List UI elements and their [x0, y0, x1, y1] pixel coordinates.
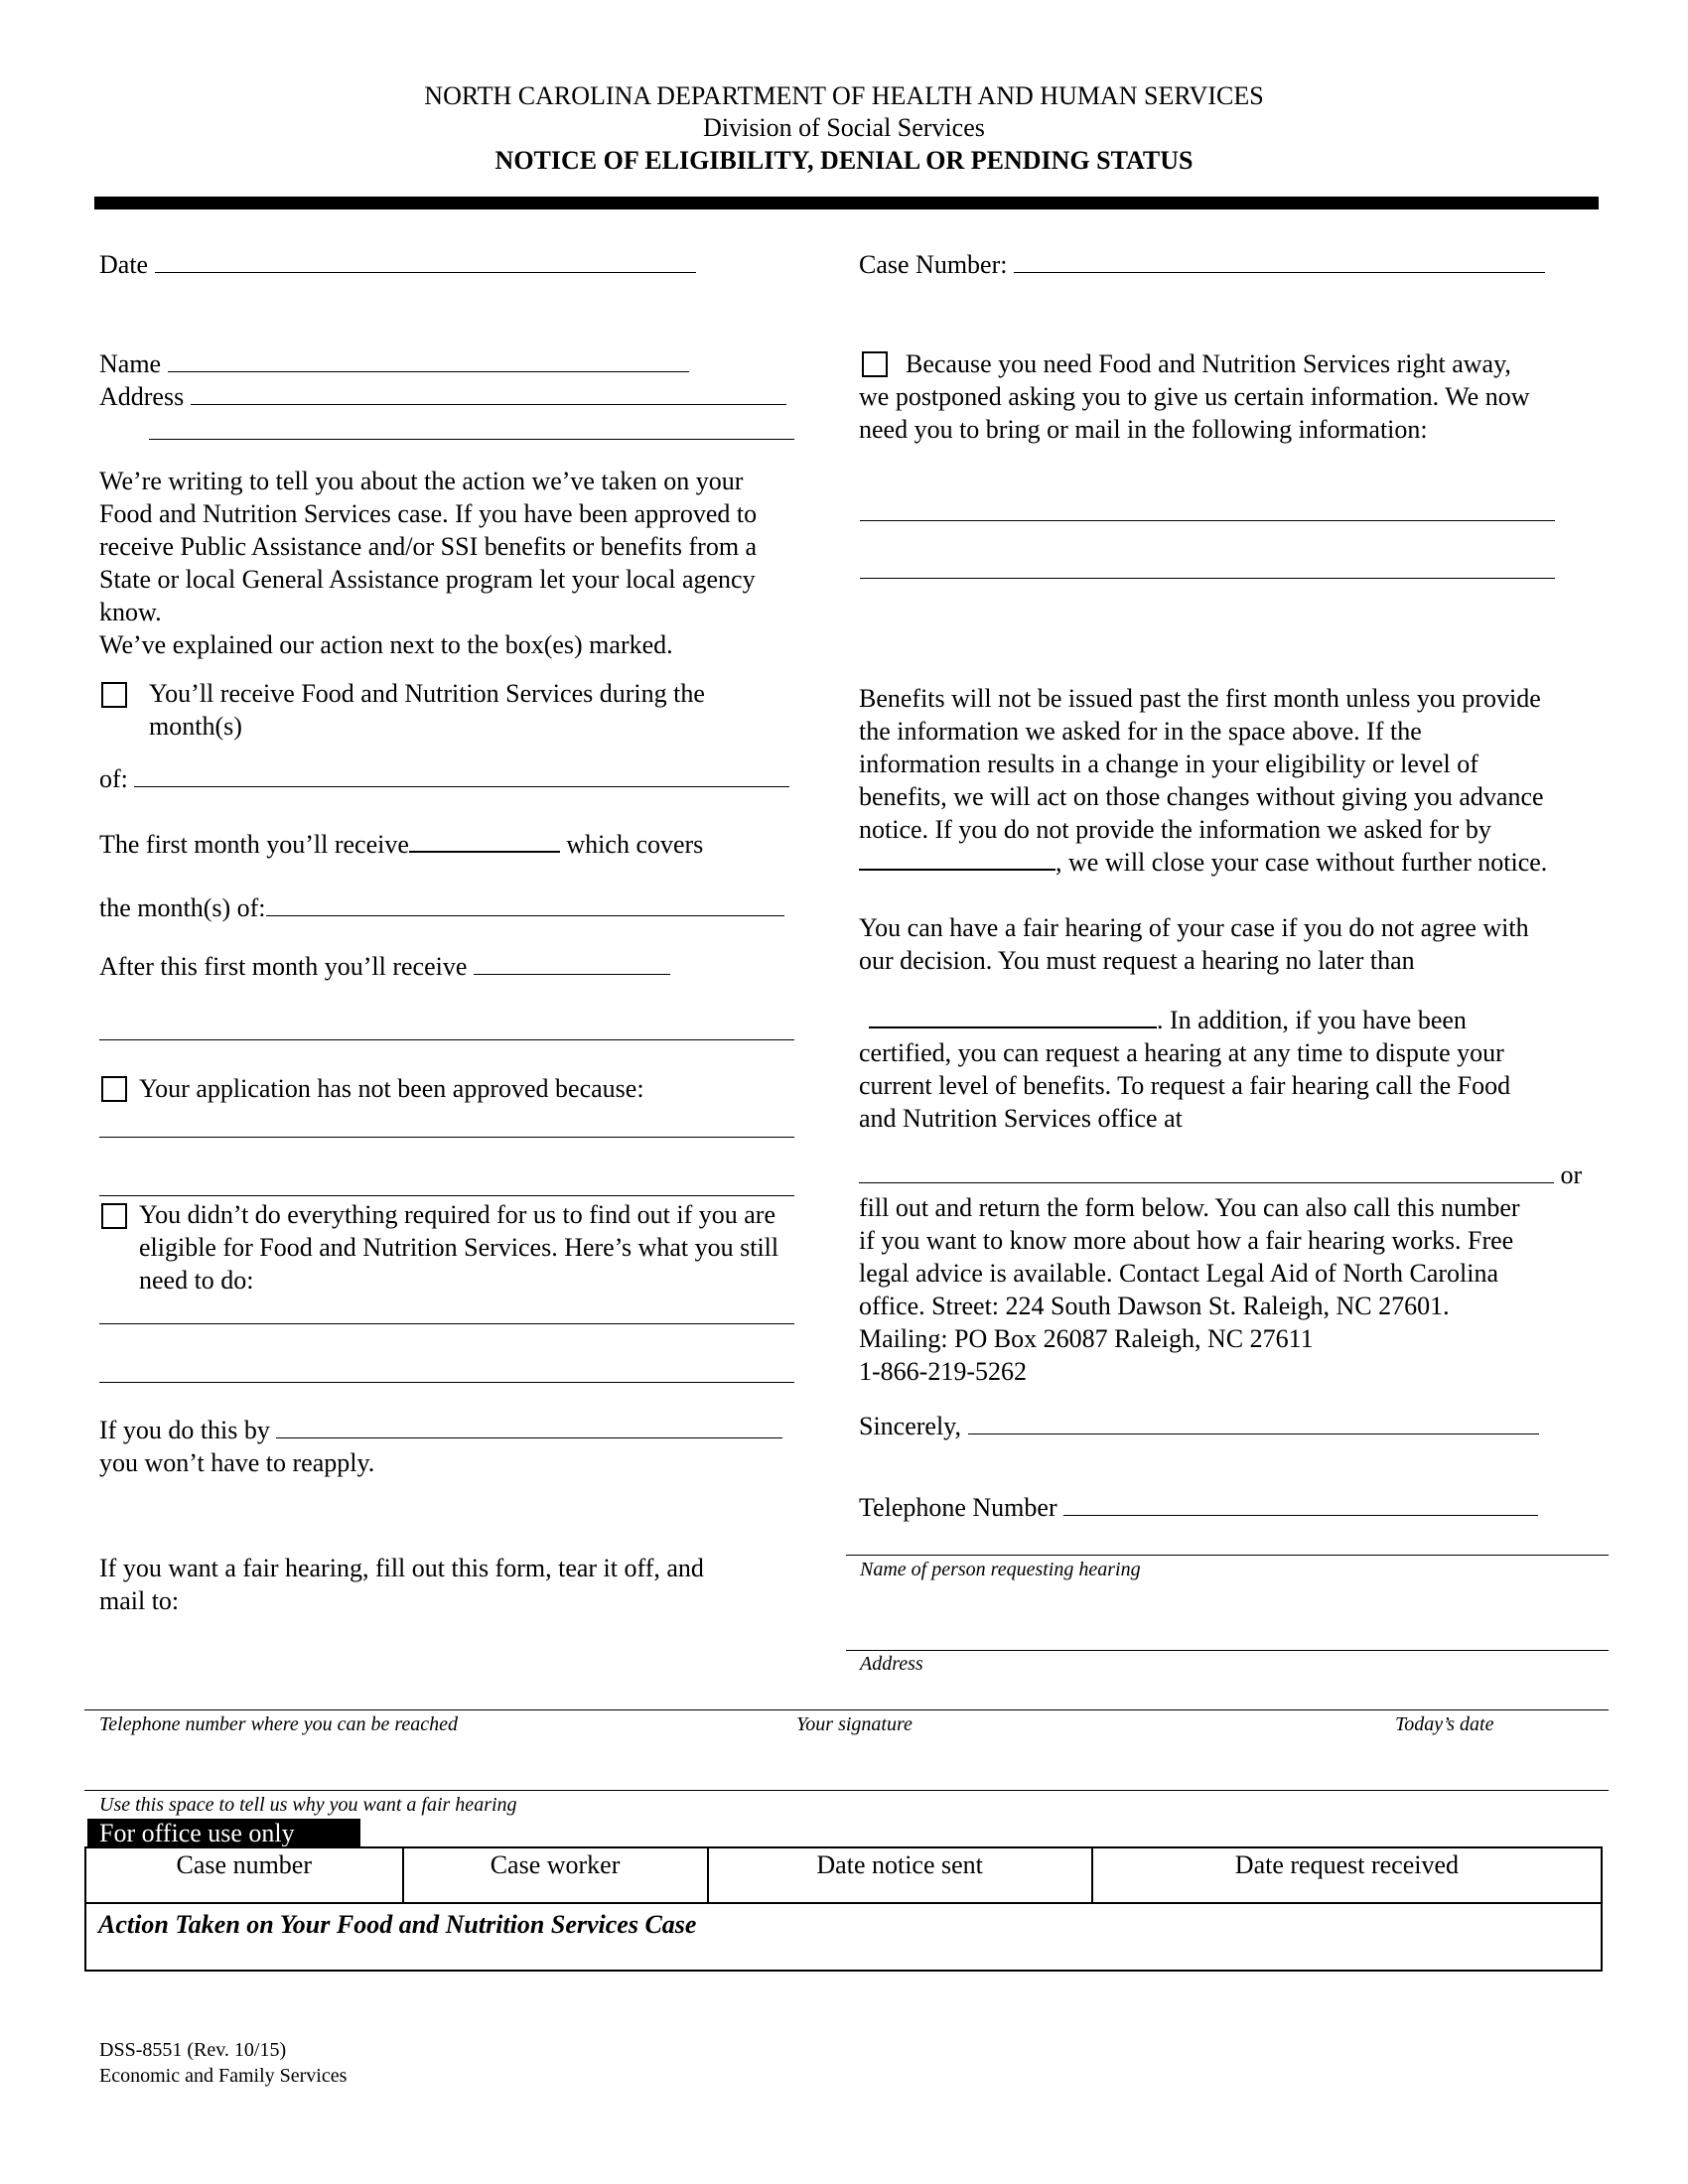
postponed-line: need you to bring or mail in the following information:: [859, 415, 1428, 444]
certified-line: and Nutrition Services office at: [859, 1104, 1183, 1133]
case-number-field: [859, 248, 1545, 281]
fair-hearing-intro-line: our decision. You must request a hearing no later than: [859, 946, 1415, 975]
after-first-month-line-2[interactable]: [99, 1039, 794, 1040]
do-this-by-field: [99, 1414, 782, 1446]
requester-address-caption: Address: [860, 1653, 923, 1675]
do-this-by-input-line[interactable]: [276, 1437, 782, 1438]
department-name: NORTH CAROLINA DEPARTMENT OF HEALTH AND HUMAN SERVICES: [424, 81, 1264, 110]
months-of-input-line[interactable]: [266, 915, 784, 916]
first-month-field: [99, 828, 703, 861]
close-case-field: [859, 846, 1547, 879]
office-phone-input-line[interactable]: [859, 1182, 1554, 1183]
benefits-notice-line: the information we asked for in the space above. If the: [859, 717, 1422, 746]
date-label: Date: [99, 250, 149, 279]
legal-aid-line: legal advice is available. Contact Legal Aid of North Carolina: [859, 1259, 1499, 1288]
receive-services-text: [149, 677, 705, 743]
wont-reapply-text: you won’t have to reapply.: [99, 1448, 375, 1477]
intro-line: know.: [99, 598, 162, 626]
incomplete-line: eligible for Food and Nutrition Services. Here’s what you still: [139, 1233, 779, 1262]
of-months-field: [99, 762, 789, 795]
receive-services-checkbox[interactable]: [101, 682, 127, 708]
incomplete-line: You didn’t do everything required for us to find out if you are: [139, 1200, 775, 1229]
fair-hearing-instructions-line: If you want a fair hearing, fill out this form, tear it off, and: [99, 1554, 704, 1582]
legal-aid-line: if you want to know more about how a fair hearing works. Free: [859, 1226, 1514, 1255]
fair-hearing-instructions: [99, 1552, 704, 1617]
date-input-line[interactable]: [155, 272, 696, 273]
first-month-amount-line[interactable]: [409, 851, 560, 853]
info-needed-line-2[interactable]: [860, 578, 1555, 579]
certified-line: certified, you can request a hearing at any time to dispute your: [859, 1038, 1504, 1067]
case-number-label: Case Number:: [859, 250, 1008, 279]
case-number-input-line[interactable]: [1014, 272, 1545, 273]
benefits-notice: [859, 682, 1544, 846]
legal-aid-line: office. Street: 224 South Dawson St. Raleigh, NC 27601.: [859, 1292, 1450, 1320]
issuing-office: Economic and Family Services: [99, 2065, 348, 2087]
telephone-caption: Telephone number where you can be reached: [99, 1713, 459, 1735]
intro-paragraph: [99, 465, 757, 661]
benefits-notice-line: notice. If you do not provide the information we asked for by: [859, 815, 1491, 844]
form-number: DSS-8551 (Rev. 10/15): [99, 2039, 287, 2061]
telephone-input-line[interactable]: [1063, 1515, 1538, 1516]
after-first-month-label: After this first month you’ll receive: [99, 952, 468, 981]
telephone-field: [859, 1491, 1538, 1524]
incomplete-line: need to do:: [139, 1266, 254, 1295]
legal-aid-text: [859, 1191, 1520, 1388]
date-request-received-cell[interactable]: Date request received: [1092, 1847, 1602, 1903]
incomplete-line-input-2[interactable]: [99, 1382, 794, 1383]
intro-line: State or local General Assistance program let your local agency: [99, 565, 756, 594]
months-of-label: the month(s) of:: [99, 893, 266, 922]
after-first-month-input-line[interactable]: [474, 974, 670, 975]
certified-text: [859, 1036, 1510, 1135]
in-addition-text: . In addition, if you have been: [1157, 1006, 1467, 1034]
which-covers-label: which covers: [566, 830, 704, 859]
fair-hearing-instructions-line: mail to:: [99, 1586, 180, 1615]
address-field: [99, 380, 786, 413]
date-field: [99, 248, 696, 281]
incomplete-text: [139, 1198, 778, 1297]
postponed-line: we postponed asking you to give us certain information. We now: [859, 382, 1530, 411]
todays-date-caption: Today’s date: [1395, 1713, 1494, 1735]
hearing-deadline-field: [869, 1004, 1467, 1036]
postponed-text: [859, 380, 1529, 446]
phone-signature-date-line[interactable]: [84, 1709, 1609, 1710]
legal-aid-line: 1-866-219-5262: [859, 1357, 1027, 1386]
action-taken-cell[interactable]: Action Taken on Your Food and Nutrition Services Case: [85, 1903, 1602, 1971]
name-field: [99, 347, 689, 380]
after-first-month-field: [99, 950, 670, 983]
benefits-notice-line: information results in a change in your eligibility or level of: [859, 750, 1478, 778]
fair-hearing-intro: [859, 911, 1529, 977]
case-worker-cell[interactable]: Case worker: [403, 1847, 708, 1903]
reason-caption: Use this space to tell us why you want a fair hearing: [99, 1794, 517, 1816]
case-number-cell[interactable]: Case number: [85, 1847, 403, 1903]
intro-line: receive Public Assistance and/or SSI benefits or benefits from a: [99, 532, 758, 561]
name-label: Name: [99, 349, 162, 378]
intro-line: Food and Nutrition Services case. If you have been approved to: [99, 499, 758, 528]
address-label: Address: [99, 382, 185, 411]
not-approved-label: Your application has not been approved because:: [139, 1074, 644, 1103]
months-of-field: [99, 891, 784, 924]
office-use-table: [84, 1846, 1603, 1972]
name-input-line[interactable]: [168, 371, 689, 372]
close-case-text: , we will close your case without further notice.: [1055, 848, 1548, 877]
office-use-banner: For office use only: [87, 1819, 360, 1848]
postponed-checkbox[interactable]: [862, 351, 888, 377]
of-months-input-line[interactable]: [134, 786, 789, 787]
address-input-line-2[interactable]: [149, 439, 794, 440]
intro-line: We’re writing to tell you about the action we’ve taken on your: [99, 467, 744, 495]
office-phone-field: [859, 1159, 1582, 1191]
action-row: [85, 1903, 1602, 1971]
office-use-header-row: [85, 1847, 1602, 1903]
reason-line[interactable]: [84, 1790, 1609, 1791]
legal-aid-line: fill out and return the form below. You can also call this number: [859, 1193, 1520, 1222]
deadline-input-line[interactable]: [859, 869, 1055, 871]
signature-caption: Your signature: [796, 1713, 913, 1735]
telephone-label: Telephone Number: [859, 1493, 1057, 1522]
not-approved-checkbox[interactable]: [101, 1076, 127, 1102]
address-input-line-1[interactable]: [191, 404, 786, 405]
do-this-by-label: If you do this by: [99, 1416, 270, 1444]
signature-input-line[interactable]: [968, 1433, 1539, 1434]
benefits-notice-line: benefits, we will act on those changes without giving you advance: [859, 782, 1544, 811]
not-approved-line-1[interactable]: [99, 1137, 794, 1138]
date-notice-sent-cell[interactable]: Date notice sent: [708, 1847, 1092, 1903]
fair-hearing-intro-line: You can have a fair hearing of your case if you do not agree with: [859, 913, 1529, 942]
incomplete-checkbox[interactable]: [101, 1203, 127, 1229]
page-title: NOTICE OF ELIGIBILITY, DENIAL OR PENDING STATUS: [494, 146, 1194, 175]
intro-line: We’ve explained our action next to the box(es) marked.: [99, 630, 673, 659]
certified-line: current level of benefits. To request a fair hearing call the Food: [859, 1071, 1511, 1100]
requester-name-caption: Name of person requesting hearing: [860, 1559, 1141, 1580]
not-approved-line-2[interactable]: [99, 1195, 794, 1196]
hearing-deadline-input-line[interactable]: [869, 1026, 1157, 1028]
division-name: Division of Social Services: [703, 113, 985, 142]
benefits-notice-line: Benefits will not be issued past the first month unless you provide: [859, 684, 1541, 713]
requester-address-line[interactable]: [846, 1650, 1609, 1651]
sincerely-field: [859, 1410, 1539, 1442]
header-rule: [94, 197, 1599, 209]
info-needed-line-1[interactable]: [860, 520, 1555, 521]
incomplete-line-input-1[interactable]: [99, 1323, 794, 1324]
or-text: or: [1560, 1160, 1583, 1189]
receive-services-line: You’ll receive Food and Nutrition Services during the: [149, 679, 705, 708]
legal-aid-line: Mailing: PO Box 26087 Raleigh, NC 27611: [859, 1324, 1314, 1353]
requester-name-line[interactable]: [846, 1555, 1609, 1556]
sincerely-label: Sincerely,: [859, 1412, 961, 1440]
postponed-line-1: Because you need Food and Nutrition Services right away,: [906, 349, 1511, 378]
of-label: of:: [99, 764, 128, 793]
first-month-label: The first month you’ll receive: [99, 830, 409, 859]
receive-services-line: month(s): [149, 712, 242, 741]
